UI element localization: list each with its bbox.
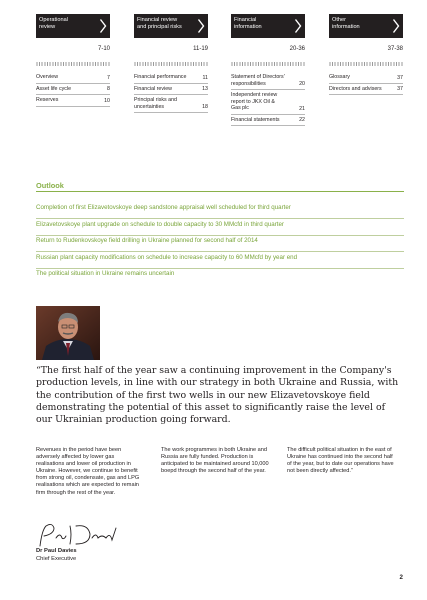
- outlook-heading: Outlook: [36, 181, 64, 190]
- nav-link-page: 37: [397, 86, 403, 92]
- chevron-right-icon: [294, 18, 302, 34]
- outlook-divider: [36, 191, 404, 192]
- signatory-role: Chief Executive: [36, 556, 77, 562]
- section-navigation: [36, 14, 404, 123]
- outlook-item: The political situation in Ukraine remains uncertain: [36, 270, 175, 277]
- nav-link-reserves[interactable]: [36, 95, 110, 107]
- outlook-item: Elizavetovskoye plant upgrade on schedule to double capacity to 30 MMcfd in third quarter: [36, 220, 404, 236]
- nav-section-list: [231, 72, 305, 126]
- nav-section-title-line2: information: [234, 24, 262, 30]
- dotted-divider: [134, 62, 208, 66]
- nav-link-principal-risks[interactable]: [134, 95, 208, 113]
- nav-section-title-line1: Financial review: [137, 17, 178, 23]
- nav-section-pages: 7-10: [97, 46, 110, 52]
- dotted-divider: [36, 62, 110, 66]
- nav-section-title-line1: Other: [332, 17, 346, 23]
- nav-link-page: 22: [299, 117, 305, 123]
- nav-link-page: 18: [202, 104, 208, 110]
- nav-link-page: 21: [299, 105, 305, 112]
- outlook-item: Russian plant capacity modifications on schedule to increase capacity to 60 MMcfd by year end: [36, 253, 404, 269]
- signatory-name: Dr Paul Davies: [36, 548, 77, 554]
- nav-section-list: [36, 72, 110, 107]
- nav-section-title-line1: Financial: [234, 17, 257, 23]
- nav-link-directors-and-advisers[interactable]: [329, 84, 403, 96]
- nav-link-financial-performance[interactable]: [134, 72, 208, 84]
- nav-link-label: Financial review: [134, 85, 172, 92]
- nav-section-pages: 37-38: [387, 46, 403, 52]
- nav-section-financial-information[interactable]: [231, 14, 305, 126]
- nav-link-financial-statements[interactable]: [231, 115, 305, 127]
- nav-section-operational-review[interactable]: [36, 14, 110, 107]
- chevron-right-icon: [99, 18, 107, 34]
- nav-link-label: Independent review report to JKX Oil & Gas plc: [231, 92, 278, 111]
- nav-link-label: Asset life cycle: [36, 85, 72, 92]
- chief-executive-quote: “The first half of the year saw a continuing improvement in the Company's production levels, in line with our strategy in both Ukraine and Russia, with the contribution of the first two wells in our new Elizavetovskoye field demonstrating the potential of this asset to significantly raise the level of our Ukrainian production going forward.: [36, 365, 399, 426]
- nav-link-page: 37: [397, 74, 403, 81]
- outlook-item: Return to Rudenkovskoye field drilling in Ukraine planned for second half of 2014: [36, 236, 404, 252]
- nav-link-overview[interactable]: [36, 72, 110, 84]
- nav-section-pages: 20-36: [289, 46, 305, 52]
- nav-section-title-line2: information: [332, 24, 360, 30]
- nav-link-independent-review-report[interactable]: [231, 90, 305, 115]
- nav-link-label: Financial statements: [231, 116, 280, 123]
- nav-link-label: Statement of Directors' responsibilities: [231, 74, 285, 87]
- nav-link-label: Reserves: [36, 97, 59, 103]
- page-number: 2: [399, 574, 403, 581]
- chevron-right-icon: [197, 18, 205, 34]
- nav-section-box[interactable]: [36, 14, 110, 38]
- handwritten-signature: [36, 520, 126, 550]
- nav-section-pages: 11-19: [193, 46, 208, 52]
- portrait-photo: [36, 306, 100, 360]
- nav-link-label: Principal risks and uncertainties: [134, 97, 177, 110]
- outlook-list: [36, 203, 404, 285]
- nav-link-directors-responsibilities[interactable]: [231, 72, 305, 90]
- nav-link-page: 7: [107, 74, 110, 81]
- nav-link-label: Directors and advisers: [329, 85, 382, 92]
- nav-section-box[interactable]: [134, 14, 208, 38]
- nav-section-box[interactable]: [231, 14, 305, 38]
- nav-section-title-line1: Operational: [39, 17, 68, 23]
- statement-column: The difficult political situation in the east of Ukraine has continued into the second half of the year, but to date our operations have not been directly affected.”: [287, 447, 394, 475]
- nav-link-label: Glossary: [329, 74, 350, 80]
- nav-link-label: Overview: [36, 74, 59, 80]
- nav-section-title-line2: review: [39, 24, 56, 30]
- nav-link-page: 11: [202, 74, 208, 81]
- statement-column: The work programmes in both Ukraine and Russia are fully funded. Production is anticipated to be maintained around 10,000 boepd through the second half of the year.: [161, 447, 269, 475]
- nav-section-list: [134, 72, 208, 113]
- nav-section-box[interactable]: [329, 14, 403, 38]
- nav-link-page: 10: [104, 97, 110, 104]
- nav-link-asset-life-cycle[interactable]: [36, 84, 110, 96]
- nav-section-title-line2: and principal risks: [137, 24, 182, 30]
- nav-link-page: 20: [299, 81, 305, 87]
- nav-link-label: Financial performance: [134, 74, 187, 80]
- statement-column: Revenues in the period have been adversely affected by lower gas realisations and lower oil production in Ukraine. However, we continue to benefit from strong oil, condensate, gas and LPG realisations which are expected to remain firm through the rest of the year.: [36, 447, 140, 496]
- nav-section-financial-review[interactable]: [134, 14, 208, 113]
- chevron-right-icon: [392, 18, 400, 34]
- nav-section-other-information[interactable]: [329, 14, 403, 95]
- nav-section-list: [329, 72, 403, 95]
- nav-link-page: 8: [107, 86, 110, 92]
- nav-link-page: 13: [202, 86, 208, 92]
- dotted-divider: [329, 62, 403, 66]
- nav-link-glossary[interactable]: [329, 72, 403, 84]
- outlook-item: Completion of first Elizavetovskoye deep sandstone appraisal well scheduled for third quarter: [36, 203, 404, 219]
- nav-link-financial-review[interactable]: [134, 84, 208, 96]
- dotted-divider: [231, 62, 305, 66]
